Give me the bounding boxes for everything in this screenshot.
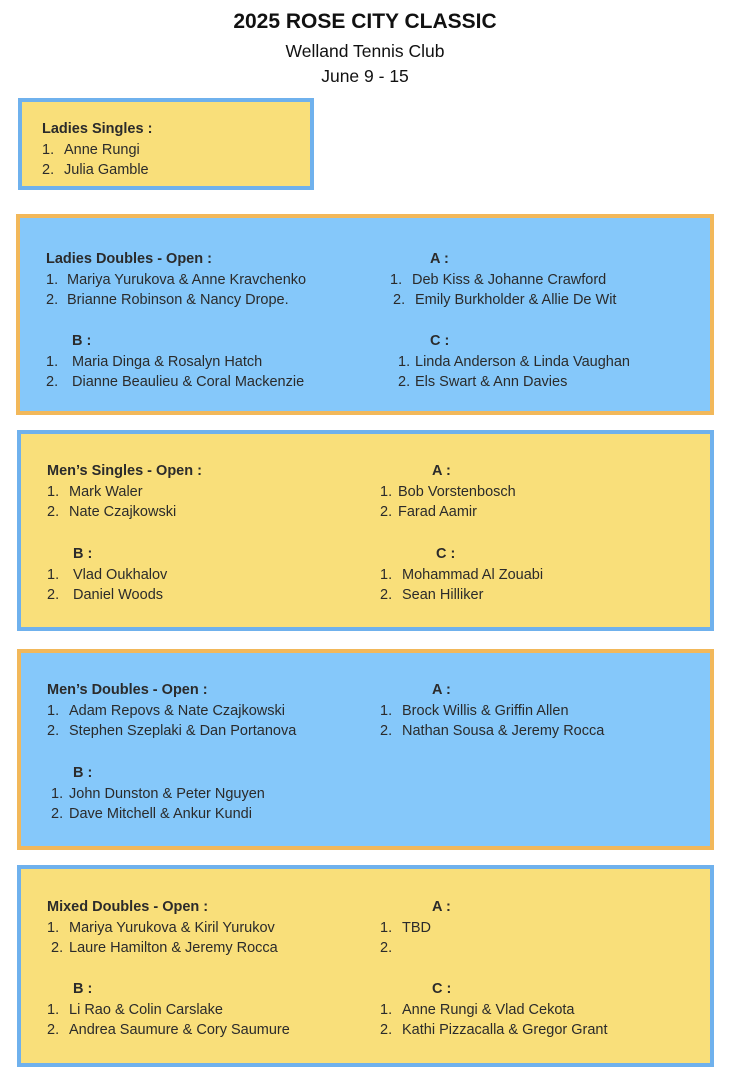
category-title: Men’s Singles - Open : — [47, 463, 202, 479]
place-number: 1. — [46, 271, 59, 288]
mens-singles-open — [47, 461, 387, 523]
result-entry — [380, 938, 720, 959]
ladies-doubles-b — [46, 331, 386, 393]
player-name: TBD — [402, 919, 431, 936]
player-name: Mohammad Al Zouabi — [402, 566, 544, 583]
result-entry — [398, 352, 730, 373]
place-number: 1. — [380, 919, 393, 936]
ladies-singles-results — [42, 119, 382, 181]
category-title: C : — [432, 981, 452, 997]
result-entry — [47, 482, 387, 503]
result-entry — [380, 482, 720, 503]
player-name: Bob Vorstenbosch — [398, 483, 516, 500]
result-entry — [47, 502, 387, 523]
place-number: 1. — [47, 702, 60, 719]
player-name: Dave Mitchell & Ankur Kundi — [69, 806, 252, 822]
mens-singles-a — [380, 461, 720, 523]
mens-singles-c — [380, 544, 720, 606]
player-name: Maria Dinga & Rosalyn Hatch — [72, 353, 263, 370]
player-name: Julia Gamble — [64, 162, 149, 178]
place-number: 2. — [380, 940, 393, 956]
place-number: 2. — [47, 1022, 60, 1038]
place-number: 1. — [46, 353, 59, 370]
mixed-doubles-open — [47, 897, 387, 959]
result-entry — [380, 585, 720, 606]
player-name: Sean Hilliker — [402, 587, 484, 603]
player-name: Els Swart & Ann Davies — [415, 374, 568, 390]
place-number: 1. — [51, 785, 64, 802]
category-title: C : — [430, 333, 450, 349]
place-number: 2. — [47, 504, 60, 520]
place-number: 1. — [47, 1001, 60, 1018]
player-name: Vlad Oukhalov — [73, 566, 168, 583]
result-entry — [47, 1020, 387, 1041]
result-entry — [46, 270, 386, 291]
place-number: 2. — [380, 1022, 393, 1038]
ladies-doubles-c — [398, 331, 730, 393]
result-entry — [51, 804, 391, 825]
mens-doubles-box — [17, 649, 714, 850]
ladies-doubles-box — [16, 214, 714, 415]
player-name: Li Rao & Colin Carslake — [69, 1001, 223, 1018]
result-entry — [380, 565, 720, 586]
category-title: Men’s Doubles - Open : — [47, 682, 208, 698]
result-entry — [390, 270, 730, 291]
place-number: 2. — [380, 587, 393, 603]
mens-singles-box — [17, 430, 714, 631]
place-number: 2. — [380, 504, 393, 520]
category-title: C : — [436, 546, 456, 562]
place-number: 2. — [51, 806, 64, 822]
result-entry — [47, 1000, 387, 1021]
player-name: Nate Czajkowski — [69, 504, 177, 520]
category-title: B : — [73, 546, 93, 562]
place-number: 1. — [398, 353, 411, 370]
result-entry — [47, 565, 387, 586]
player-name: Anne Rungi — [64, 141, 140, 158]
player-name: Daniel Woods — [73, 587, 164, 603]
mens-doubles-a — [380, 680, 720, 742]
place-number: 1. — [380, 483, 393, 500]
place-number: 2. — [46, 292, 59, 308]
place-number: 2. — [380, 723, 393, 739]
player-name: Stephen Szeplaki & Dan Portanova — [69, 723, 297, 739]
result-entry — [380, 1020, 720, 1041]
ladies-singles-box — [18, 98, 314, 190]
player-name: Brianne Robinson & Nancy Drope. — [67, 292, 289, 308]
result-entry — [47, 721, 387, 742]
place-number: 2. — [46, 374, 59, 390]
place-number: 1. — [47, 566, 60, 583]
page-title: 2025 ROSE CITY CLASSIC — [233, 10, 497, 33]
player-name: Deb Kiss & Johanne Crawford — [412, 271, 607, 288]
player-name: Emily Burkholder & Allie De Wit — [415, 292, 617, 308]
mens-doubles-open — [47, 680, 387, 742]
place-number: 1. — [390, 271, 403, 288]
mixed-doubles-b — [47, 979, 387, 1041]
mixed-doubles-c — [380, 979, 720, 1041]
category-title: B : — [72, 333, 92, 349]
club-name: Welland Tennis Club — [285, 41, 445, 61]
player-name: Nathan Sousa & Jeremy Rocca — [402, 723, 605, 739]
place-number: 2. — [398, 374, 411, 390]
player-name: Linda Anderson & Linda Vaughan — [415, 353, 630, 370]
result-entry — [47, 701, 387, 722]
result-entry — [380, 502, 720, 523]
mens-doubles-b — [51, 763, 391, 825]
player-name: Dianne Beaulieu & Coral Mackenzie — [72, 374, 305, 390]
place-number: 1. — [47, 483, 60, 500]
result-entry — [42, 140, 382, 161]
result-entry — [380, 721, 720, 742]
mixed-doubles-a — [380, 897, 720, 959]
player-name: Brock Willis & Griffin Allen — [402, 702, 569, 719]
player-name: Kathi Pizzacalla & Gregor Grant — [402, 1022, 608, 1038]
result-entry — [390, 290, 730, 311]
result-entry — [380, 1000, 720, 1021]
player-name: Adam Repovs & Nate Czajkowski — [69, 702, 285, 719]
player-name: Laure Hamilton & Jeremy Rocca — [69, 940, 278, 956]
place-number: 2. — [51, 940, 64, 956]
ladies-doubles-a — [390, 249, 730, 311]
player-name: Andrea Saumure & Cory Saumure — [69, 1022, 290, 1038]
result-entry — [51, 784, 391, 805]
result-entry — [46, 290, 386, 311]
place-number: 2. — [42, 162, 55, 178]
result-entry — [398, 372, 730, 393]
player-name: Mark Waler — [69, 483, 143, 500]
player-name: Anne Rungi & Vlad Cekota — [402, 1001, 575, 1018]
place-number: 1. — [47, 919, 60, 936]
player-name: Mariya Yurukova & Kiril Yurukov — [69, 919, 275, 936]
category-title: A : — [432, 682, 451, 698]
category-title: A : — [432, 463, 451, 479]
result-entry — [42, 160, 382, 181]
place-number: 2. — [47, 723, 60, 739]
result-entry — [47, 938, 387, 959]
result-entry — [380, 918, 720, 939]
place-number: 1. — [380, 1001, 393, 1018]
category-title: A : — [432, 899, 451, 915]
result-entry — [46, 352, 386, 373]
place-number: 1. — [42, 141, 55, 158]
event-dates: June 9 - 15 — [321, 66, 409, 86]
ladies-doubles-open — [46, 249, 386, 311]
category-title: Ladies Doubles - Open : — [46, 251, 212, 267]
place-number: 2. — [47, 587, 60, 603]
mixed-doubles-box — [17, 865, 714, 1067]
category-title: Mixed Doubles - Open : — [47, 899, 209, 915]
place-number: 2. — [393, 292, 406, 308]
result-entry — [47, 585, 387, 606]
place-number: 1. — [380, 566, 393, 583]
player-name: Mariya Yurukova & Anne Kravchenko — [67, 271, 307, 288]
category-title: Ladies Singles : — [42, 121, 153, 137]
place-number: 1. — [380, 702, 393, 719]
player-name: John Dunston & Peter Nguyen — [69, 785, 265, 802]
category-title: A : — [430, 251, 449, 267]
category-title: B : — [73, 765, 93, 781]
mens-singles-b — [47, 544, 387, 606]
result-entry — [380, 701, 720, 722]
result-entry — [46, 372, 386, 393]
category-title: B : — [73, 981, 93, 997]
result-entry — [47, 918, 387, 939]
player-name: Farad Aamir — [398, 504, 477, 520]
